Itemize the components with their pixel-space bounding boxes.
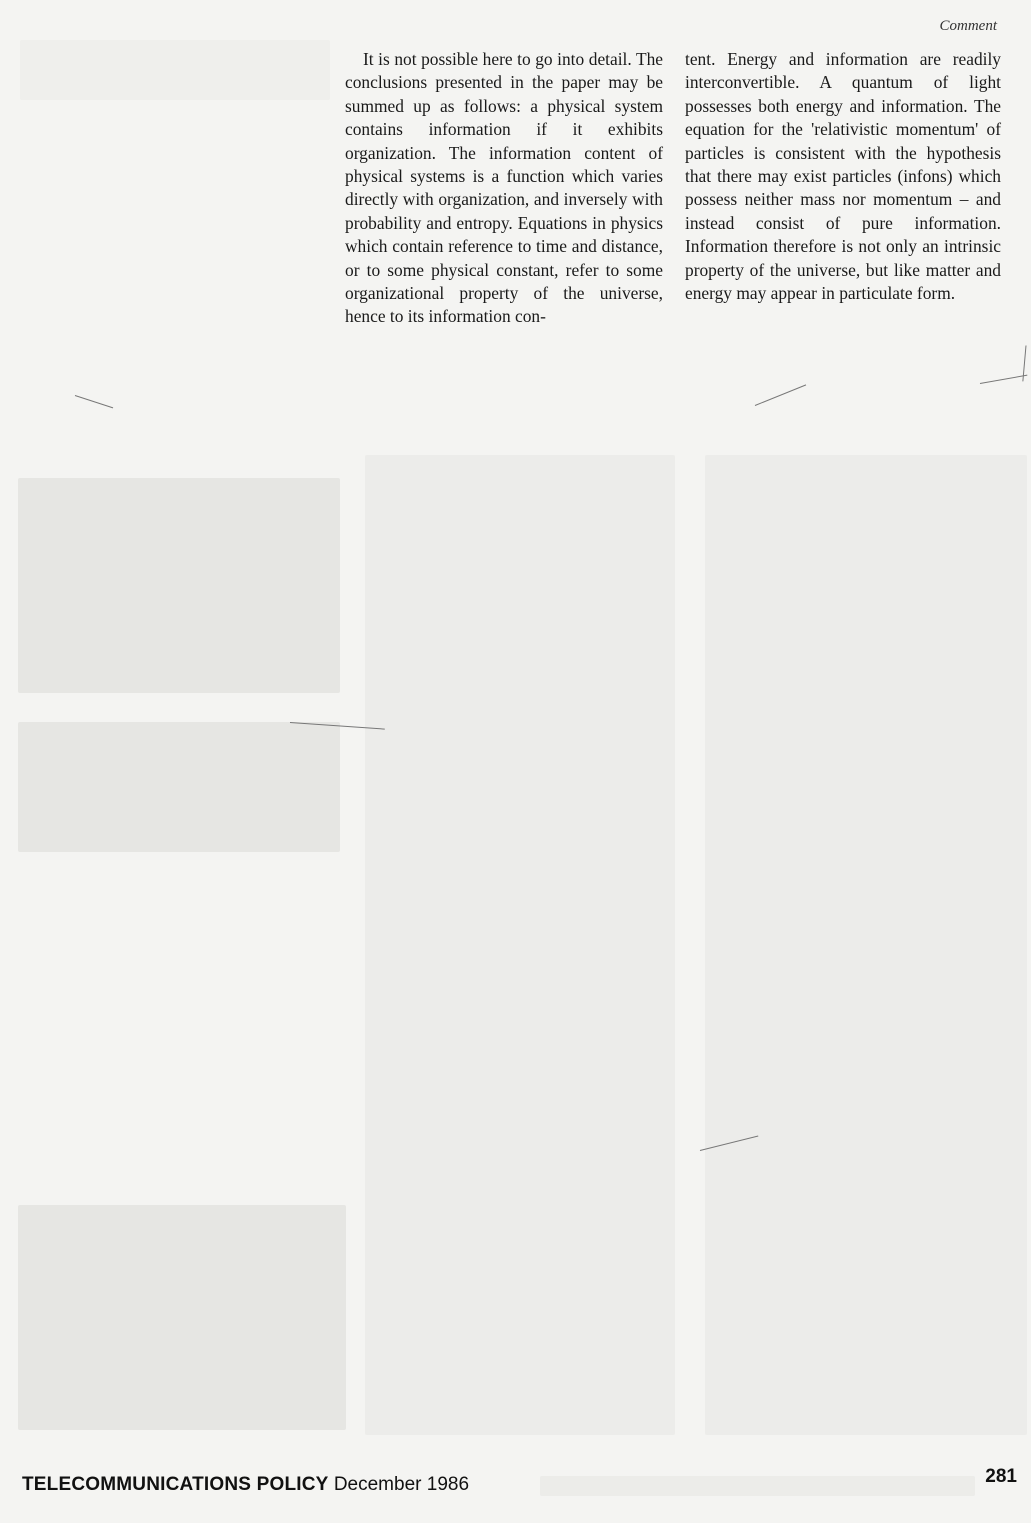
show-through-block-mid bbox=[365, 455, 675, 1435]
scratch-mark bbox=[755, 384, 806, 406]
body-column-right bbox=[685, 48, 1001, 305]
page-footer bbox=[22, 1474, 469, 1496]
scratch-mark bbox=[980, 375, 1027, 384]
issue-date: December 1986 bbox=[333, 1474, 470, 1495]
page-number: 281 bbox=[985, 1466, 1017, 1487]
body-column-left bbox=[345, 48, 663, 329]
show-through-block-left bbox=[18, 478, 340, 693]
show-through-top bbox=[20, 40, 330, 100]
section-label: Comment bbox=[939, 18, 997, 34]
show-through-block-right bbox=[705, 455, 1027, 1435]
body-paragraph: It is not possible here to go into detail. The conclusions presented in the paper may be summed up as follows: a physical system contains information if it exhibits organization. The information content of physical systems is a function which varies directly with organization, and inversely with probability and entropy. Equations in physics which contain reference to time and distance, or to some physical constant, refer to some organizational property of the universe, hence to its information con- bbox=[345, 49, 663, 327]
journal-title: TELECOMMUNICATIONS POLICY bbox=[22, 1474, 329, 1495]
show-through-footer bbox=[540, 1476, 975, 1496]
body-paragraph: tent. Energy and information are readily interconvertible. A quantum of light possesses both energy and information. The equation for the 'relativistic momentum' of particles is consistent with the hypothesis that there may exist particles (infons) which possess neither mass nor momentum – and instead consist of pure information. Information therefore is not only an intrinsic property of the universe, but like matter and energy may appear in particulate form. bbox=[685, 49, 1001, 304]
scratch-mark bbox=[75, 395, 113, 408]
show-through-block-left-3 bbox=[18, 1205, 346, 1430]
show-through-block-left-2 bbox=[18, 722, 340, 852]
